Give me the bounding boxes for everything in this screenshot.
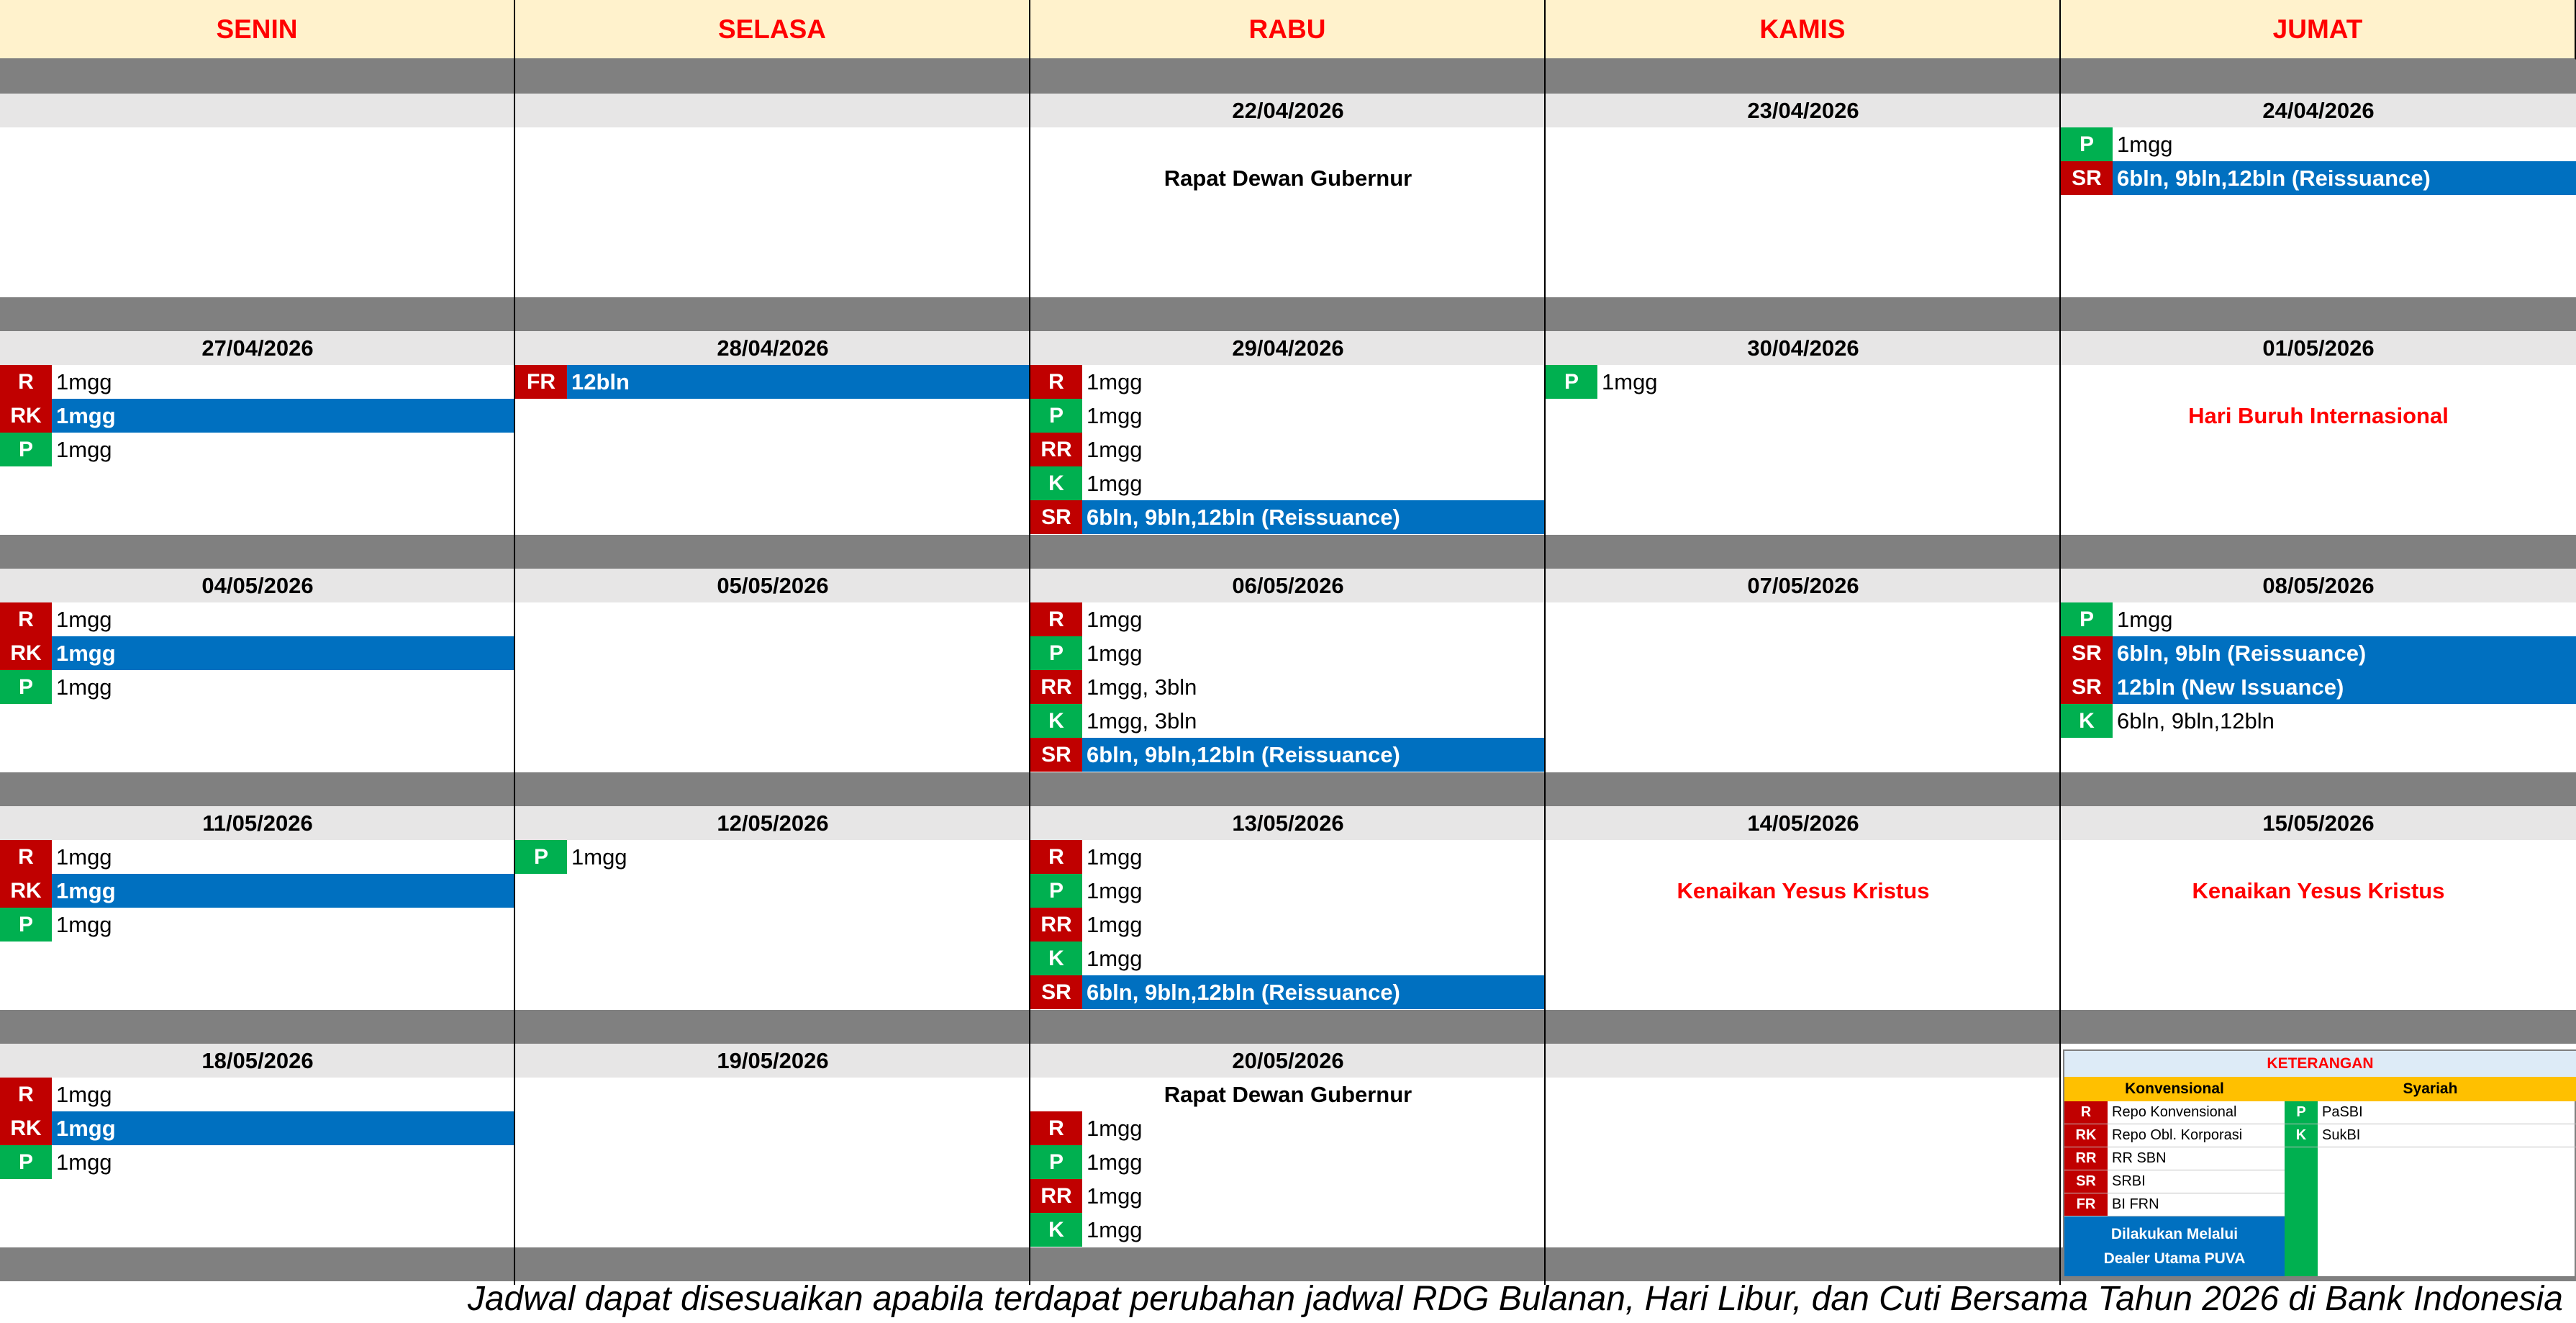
date-cell: 05/05/2026 (515, 569, 1030, 602)
tenor-text: 1mgg, 3bln (1087, 708, 1197, 733)
auction-item (1030, 1111, 1546, 1145)
tenor-text: 1mgg (56, 1115, 116, 1141)
legend-item-label: Repo Konvensional (2112, 1104, 2237, 1120)
legend-green-column (2285, 1147, 2318, 1276)
date-cell: 18/05/2026 (0, 1044, 515, 1078)
auction-item (0, 365, 515, 399)
legend-konvensional-item (2064, 1124, 2285, 1147)
date-cell: 04/05/2026 (0, 569, 515, 602)
tenor-text: 1mgg (56, 877, 116, 903)
auction-item (1030, 704, 1546, 738)
auction-item (0, 602, 515, 636)
week-separator (0, 1010, 2576, 1044)
auction-item (0, 1078, 515, 1111)
tenor-text: 1mgg (1087, 1216, 1143, 1242)
tenor-text: 1mgg (56, 1149, 112, 1175)
date-cell: 28/04/2026 (515, 331, 1030, 365)
code-badge: P (515, 840, 567, 874)
auction-item (1030, 466, 1546, 500)
code-badge: RK (0, 1111, 52, 1145)
auction-item (0, 399, 515, 433)
date-cell: 14/05/2026 (1546, 806, 2061, 840)
legend-konvensional-item (2064, 1170, 2285, 1193)
tenor-text: 1mgg (56, 369, 112, 394)
tenor-text: 1mgg (1602, 369, 1658, 394)
date-cell: 15/05/2026 (2061, 806, 2576, 840)
auction-item (2061, 161, 2576, 195)
tenor-text: 1mgg (2117, 131, 2173, 157)
auction-item (515, 365, 1030, 399)
tenor-text: 1mgg (1087, 877, 1143, 903)
legend-item-label: SukBI (2322, 1127, 2361, 1143)
auction-item (2061, 704, 2576, 738)
code-badge: K (1030, 704, 1082, 738)
legend-dealer-line2: Dealer Utama PUVA (2103, 1250, 2246, 1267)
date-cell: 19/05/2026 (515, 1044, 1030, 1078)
date-cell: 08/05/2026 (2061, 569, 2576, 602)
holiday-note: Hari Buruh Internasional (2188, 402, 2449, 428)
tenor-text: 1mgg (56, 911, 112, 937)
auction-item (515, 840, 1030, 874)
legend-dealer-line1: Dilakukan Melalui (2110, 1225, 2239, 1242)
tenor-text: 1mgg (1087, 1149, 1143, 1175)
legend-box (2063, 1049, 2576, 1278)
tenor-text: 1mgg (1087, 369, 1143, 394)
code-badge: RR (1030, 433, 1082, 466)
auction-item (1030, 840, 1546, 874)
auction-item (1030, 636, 1546, 670)
code-badge: SR (2061, 636, 2113, 670)
tenor-text: 1mgg, 3bln (1087, 674, 1197, 700)
column-divider (1029, 0, 1030, 1285)
tenor-text: 6bln, 9bln,12bln (Reissuance) (1087, 979, 1400, 1005)
holiday-note: Kenaikan Yesus Kristus (1677, 877, 1930, 903)
date-cell: 07/05/2026 (1546, 569, 2061, 602)
date-cell (515, 94, 1030, 127)
code-badge: RR (1030, 670, 1082, 704)
code-badge: R (0, 1078, 52, 1111)
auction-item (1030, 975, 1546, 1009)
tenor-text: 1mgg (56, 436, 112, 462)
code-badge: K (2061, 704, 2113, 738)
auction-item (1030, 433, 1546, 466)
legend-item-label: RR SBN (2112, 1150, 2167, 1166)
code-badge: P (0, 433, 52, 466)
date-cell: 29/04/2026 (1030, 331, 1546, 365)
tenor-text: 6bln, 9bln (Reissuance) (2117, 640, 2367, 666)
event-note: Rapat Dewan Gubernur (1164, 1081, 1412, 1107)
code-badge: RK (0, 636, 52, 670)
date-cell (0, 94, 515, 127)
tenor-text: 1mgg (1087, 911, 1143, 937)
auction-item (2061, 127, 2576, 161)
column-divider (2059, 0, 2061, 1285)
tenor-text: 1mgg (1087, 945, 1143, 971)
code-badge: RK (0, 874, 52, 908)
day-header-selasa: SELASA (515, 0, 1030, 60)
code-badge: SR (1030, 975, 1082, 1009)
date-cell: 23/04/2026 (1546, 94, 2061, 127)
auction-item (1030, 670, 1546, 704)
code-badge: SR (1030, 738, 1082, 772)
tenor-text: 1mgg (1087, 640, 1143, 666)
auction-item (1546, 365, 2061, 399)
week-separator (0, 535, 2576, 569)
week-separator (0, 772, 2576, 806)
legend-title: KETERANGAN (2064, 1051, 2576, 1077)
auction-item (0, 433, 515, 466)
auction-item (1030, 399, 1546, 433)
date-cell: 27/04/2026 (0, 331, 515, 365)
date-cell: 06/05/2026 (1030, 569, 1546, 602)
tenor-text: 1mgg (1087, 436, 1143, 462)
auction-item (1030, 874, 1546, 908)
auction-item (0, 636, 515, 670)
auction-item (1030, 738, 1546, 772)
date-cell: 20/05/2026 (1030, 1044, 1546, 1078)
event-note: Rapat Dewan Gubernur (1164, 165, 1412, 191)
tenor-text: 1mgg (1087, 1183, 1143, 1209)
date-cell: 12/05/2026 (515, 806, 1030, 840)
legend-konvensional-item (2064, 1193, 2285, 1216)
code-badge: P (0, 670, 52, 704)
legend-item-label: Repo Obl. Korporasi (2112, 1127, 2243, 1143)
code-badge: K (1030, 942, 1082, 975)
auction-item (0, 874, 515, 908)
tenor-text: 1mgg (56, 640, 116, 666)
tenor-text: 1mgg (56, 1081, 112, 1107)
code-badge: R (1030, 602, 1082, 636)
auction-item (1030, 908, 1546, 942)
code-badge: R (1030, 365, 1082, 399)
code-badge: P (1030, 1145, 1082, 1179)
date-cell: 01/05/2026 (2061, 331, 2576, 365)
code-badge: R (1030, 1111, 1082, 1145)
tenor-text: 1mgg (1087, 402, 1143, 428)
column-divider (1544, 0, 1546, 1285)
auction-item (0, 1111, 515, 1145)
legend-dealer-note (2064, 1216, 2285, 1276)
auction-item (1030, 1145, 1546, 1179)
week-separator (0, 60, 2576, 94)
tenor-text: 1mgg (56, 402, 116, 428)
legend-konvensional-item (2064, 1101, 2285, 1124)
legend-syariah-item (2285, 1101, 2576, 1124)
auction-item (1030, 942, 1546, 975)
code-badge: R (0, 840, 52, 874)
legend-code-badge: RR (2064, 1147, 2108, 1170)
code-badge: FR (515, 365, 567, 399)
legend-code-badge: K (2285, 1124, 2318, 1147)
legend-code-badge: FR (2064, 1193, 2108, 1216)
footer-note: Jadwal dapat disesuaikan apabila terdapat perubahan jadwal RDG Bulanan, Hari Libur, dan Cuti Bersama Tahun 2026 di Bank Indonesia (467, 1280, 2563, 1318)
week-separator (0, 297, 2576, 331)
legend-item-label: SRBI (2112, 1173, 2146, 1189)
tenor-text: 12bln (571, 369, 630, 394)
auction-item (1030, 602, 1546, 636)
tenor-text: 1mgg (56, 606, 112, 632)
code-badge: R (0, 365, 52, 399)
auction-item (1030, 500, 1546, 534)
legend-code-badge: SR (2064, 1170, 2108, 1193)
code-badge: K (1030, 1213, 1082, 1247)
date-cell: 30/04/2026 (1546, 331, 2061, 365)
tenor-text: 12bln (New Issuance) (2117, 674, 2344, 700)
code-badge: RR (1030, 908, 1082, 942)
tenor-text: 6bln, 9bln,12bln (2117, 708, 2275, 733)
date-cell: 22/04/2026 (1030, 94, 1546, 127)
auction-item (0, 908, 515, 942)
legend-syariah-item (2285, 1124, 2576, 1147)
code-badge: P (2061, 602, 2113, 636)
code-badge: SR (2061, 161, 2113, 195)
auction-item (1030, 1179, 1546, 1213)
date-cell: 24/04/2026 (2061, 94, 2576, 127)
legend-konvensional-item (2064, 1147, 2285, 1170)
code-badge: P (1030, 399, 1082, 433)
tenor-text: 6bln, 9bln,12bln (Reissuance) (1087, 741, 1400, 767)
code-badge: R (0, 602, 52, 636)
code-badge: SR (1030, 500, 1082, 534)
code-badge: P (2061, 127, 2113, 161)
tenor-text: 1mgg (1087, 1115, 1143, 1141)
auction-item (2061, 602, 2576, 636)
code-badge: P (1030, 636, 1082, 670)
auction-item (0, 840, 515, 874)
code-badge: P (0, 908, 52, 942)
auction-item (2061, 636, 2576, 670)
tenor-text: 1mgg (571, 844, 627, 870)
date-cell (1546, 1044, 2061, 1078)
code-badge: RK (0, 399, 52, 433)
code-badge: P (1030, 874, 1082, 908)
legend-code-badge: R (2064, 1101, 2108, 1124)
tenor-text: 6bln, 9bln,12bln (Reissuance) (1087, 504, 1400, 530)
tenor-text: 1mgg (1087, 844, 1143, 870)
date-cell: 11/05/2026 (0, 806, 515, 840)
tenor-text: 6bln, 9bln,12bln (Reissuance) (2117, 165, 2431, 191)
tenor-text: 1mgg (56, 674, 112, 700)
tenor-text: 1mgg (1087, 606, 1143, 632)
day-header-rabu: RABU (1030, 0, 1546, 60)
legend-konvensional-header: Konvensional (2064, 1077, 2285, 1101)
legend-item-label: PaSBI (2322, 1104, 2363, 1120)
holiday-note: Kenaikan Yesus Kristus (2192, 877, 2445, 903)
tenor-text: 1mgg (56, 844, 112, 870)
auction-item (0, 670, 515, 704)
auction-item (1030, 365, 1546, 399)
column-divider (514, 0, 515, 1285)
auction-item (0, 1145, 515, 1179)
legend-code-badge: RK (2064, 1124, 2108, 1147)
day-header-kamis: KAMIS (1546, 0, 2061, 60)
code-badge: K (1030, 466, 1082, 500)
code-badge: RR (1030, 1179, 1082, 1213)
date-cell: 13/05/2026 (1030, 806, 1546, 840)
auction-item (1030, 1213, 1546, 1247)
code-badge: P (1546, 365, 1597, 399)
tenor-text: 1mgg (2117, 606, 2173, 632)
code-badge: P (0, 1145, 52, 1179)
day-header-jumat: JUMAT (2061, 0, 2576, 60)
legend-syariah-header: Syariah (2285, 1077, 2576, 1101)
legend-code-badge: P (2285, 1101, 2318, 1124)
auction-item (2061, 670, 2576, 704)
code-badge: R (1030, 840, 1082, 874)
legend-item-label: BI FRN (2112, 1196, 2159, 1212)
code-badge: SR (2061, 670, 2113, 704)
day-header-senin: SENIN (0, 0, 515, 60)
tenor-text: 1mgg (1087, 470, 1143, 496)
